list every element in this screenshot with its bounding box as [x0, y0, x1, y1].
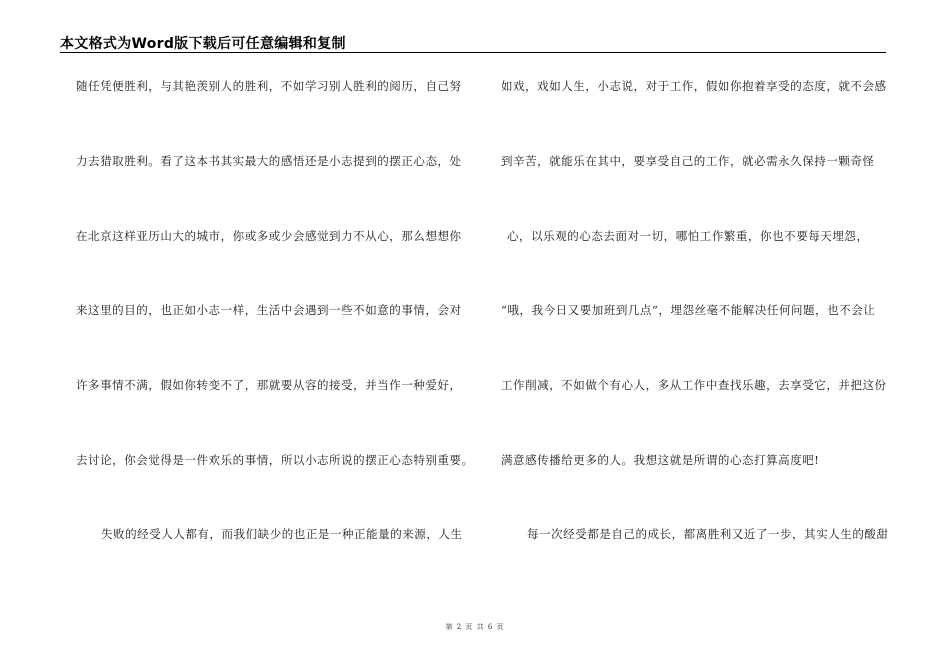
left-line-6: 去讨论，你会觉得是一件欢乐的事情，所以小志所说的摆正心态特别重要。 — [76, 453, 474, 467]
left-line-5: 许多事情不满，假如你转变不了，那就要从容的接受，并当作一种爱好， — [76, 378, 462, 392]
document-header-title: 本文格式为Word版下载后可任意编辑和复制 — [60, 36, 346, 52]
right-line-6: 满意感传播给更多的人。我想这就是所谓的心态打算高度吧! — [501, 453, 820, 467]
left-line-7: 失败的经受人人都有，而我们缺少的也正是一种正能量的来源，人生 — [101, 527, 463, 541]
right-line-2: 到辛苦，就能乐在其中，要享受自己的工作，就必需永久保持一颗奇怪 — [501, 154, 875, 168]
left-line-3: 在北京这样亚历山大的城市，你或多或少会感觉到力不从心，那么想想你 — [76, 229, 462, 243]
right-line-1: 如戏，戏如人生，小志说，对于工作，假如你抱着享受的态度，就不会感 — [501, 79, 887, 93]
page-number: 第 2 页 共 6 页 — [445, 623, 505, 631]
right-line-3: 心，以乐观的心态去面对一切，哪怕工作繁重，你也不要每天埋怨， — [507, 229, 869, 243]
right-line-5: 工作削减，不如做个有心人，多从工作中查找乐趣，去享受它，并把这份 — [501, 378, 887, 392]
left-line-2: 力去猎取胜利。看了这本书其实最大的感悟还是小志提到的摆正心态，处 — [76, 154, 462, 168]
left-line-1: 随任凭便胜利，与其艳羡别人的胜利，不如学习别人胜利的阅历，自己努 — [76, 79, 462, 93]
left-line-4: 来这里的目的，也正如小志一样，生活中会遇到一些不如意的事情，会对 — [76, 303, 462, 317]
right-line-7: 每一次经受都是自己的成长，都离胜利又近了一步，其实人生的酸甜 — [527, 527, 889, 541]
right-line-4: “哦，我今日又要加班到几点”，埋怨丝毫不能解决任何问题，也不会让 — [501, 303, 876, 317]
